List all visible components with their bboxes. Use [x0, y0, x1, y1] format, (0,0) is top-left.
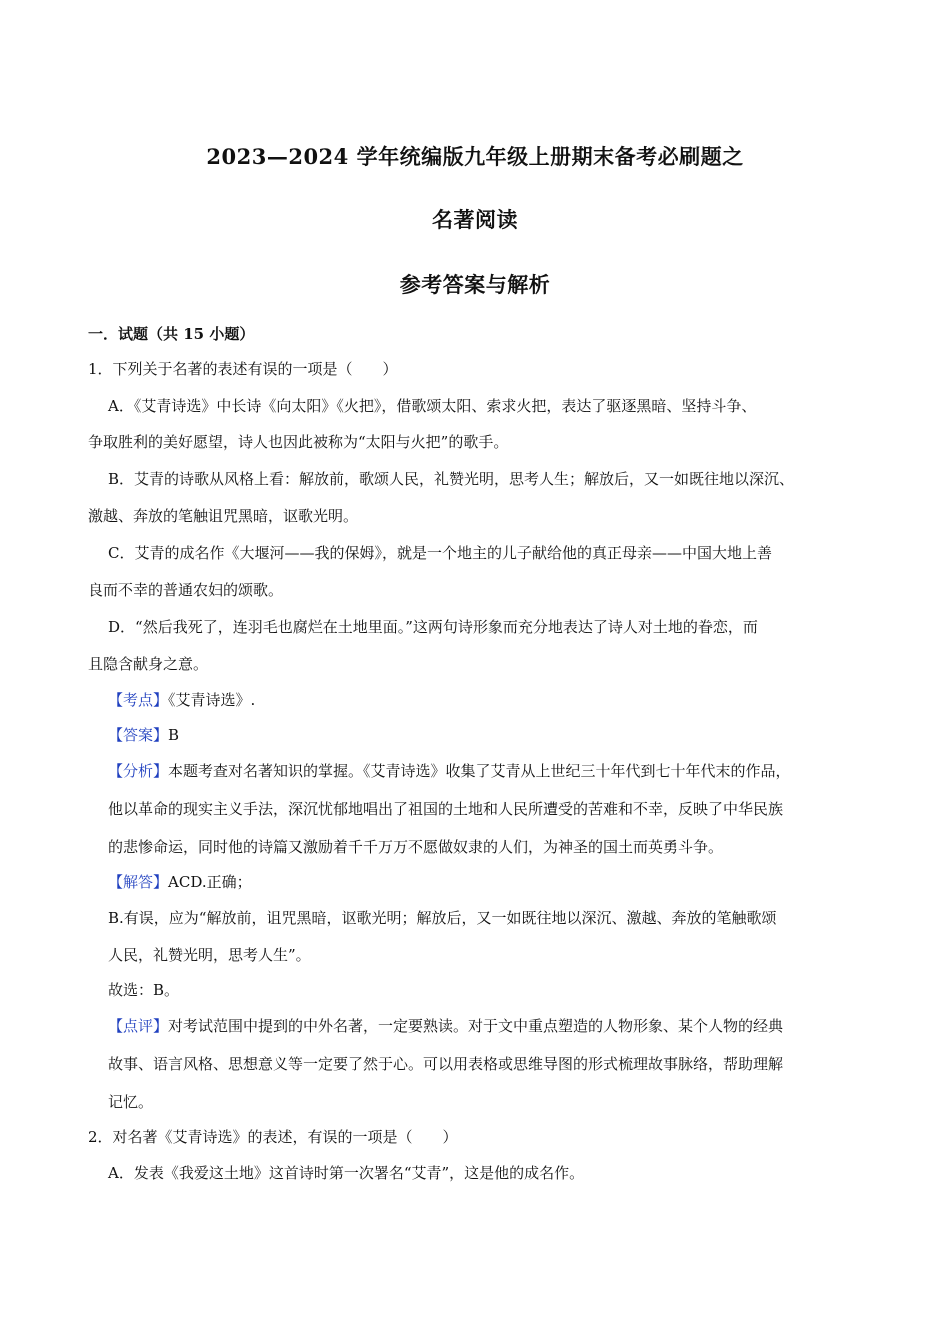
- analysis-text: 本题考查对名著知识的掌握。《艾青诗选》收集了艾青从上世纪三十年代到七十年代末的作品，: [168, 762, 791, 780]
- q1-solution-cont3: 故选：B。: [108, 981, 180, 999]
- q1-option-d-cont: 且隐含献身之意。: [88, 655, 209, 673]
- doc-title-line2: 名著阅读: [432, 207, 518, 232]
- q1-option-c: C．艾青的成名作《大堰河——我的保姆》，就是一个地主的儿子献给他的真正母亲——中国大地上善: [108, 544, 772, 562]
- kaodian-text: 《艾青诗选》.: [168, 691, 256, 709]
- q1-option-a-cont: 争取胜利的美好愿望，诗人也因此被称为“太阳与火把”的歌手。: [88, 433, 509, 451]
- doc-title-line1: 2023—2024 学年统编版九年级上册期末备考必刷题之: [206, 144, 744, 169]
- answer-label: 【答案】: [108, 726, 169, 744]
- q1-solution: [108, 872, 252, 892]
- comment-label: 【点评】: [108, 1017, 169, 1035]
- q1-analysis-cont1: 他以革命的现实主义手法，深沉忧郁地唱出了祖国的土地和人民所遭受的苦难和不幸，反映了中华民族: [108, 800, 784, 818]
- q1-comment: [108, 1016, 783, 1036]
- q1-option-d: D．“然后我死了，连羽毛也腐烂在土地里面。”这两句诗形象而充分地表达了诗人对土地的眷恋，而: [108, 618, 758, 636]
- q1-option-b-cont: 激越、奔放的笔触诅咒黑暗，讴歌光明。: [88, 507, 359, 525]
- section-heading: 一．试题（共 15 小题）: [88, 325, 255, 343]
- q1-analysis-cont2: 的悲惨命运，同时他的诗篇又激励着千千万万不愿做奴隶的人们，为神圣的国土而英勇斗争。: [108, 838, 724, 856]
- q1-solution-cont1: B.有误，应为“解放前，诅咒黑暗，讴歌光明；解放后，又一如既往地以深沉、激越、奔放的笔触歌颂: [108, 909, 777, 927]
- comment-text: 对考试范围中提到的中外名著，一定要熟读。对于文中重点塑造的人物形象、某个人物的经典: [168, 1017, 784, 1035]
- q2-stem: 2．对名著《艾青诗选》的表述，有误的一项是（ ）: [88, 1128, 458, 1146]
- solution-text: ACD.正确；: [168, 873, 252, 891]
- q1-option-b: B．艾青的诗歌从风格上看：解放前，歌颂人民，礼赞光明，思考人生；解放后，又一如既往地以深沉、: [108, 470, 795, 488]
- q1-option-c-cont: 良而不幸的普通农妇的颂歌。: [88, 581, 284, 599]
- q1-comment-cont2: 记忆。: [108, 1093, 154, 1111]
- q1-option-a: A．《艾青诗选》中长诗《向太阳》《火把》，借歌颂太阳、索求火把，表达了驱逐黑暗、坚持斗争、: [108, 397, 757, 415]
- q1-stem: 1．下列关于名著的表述有误的一项是（ ）: [88, 360, 398, 378]
- q2-option-a: A．发表《我爱这土地》这首诗时第一次署名“艾青”，这是他的成名作。: [108, 1164, 585, 1182]
- solution-label: 【解答】: [108, 873, 169, 891]
- q1-kaodian: [108, 690, 255, 710]
- doc-title-line3: 参考答案与解析: [399, 272, 551, 297]
- q1-analysis: [108, 761, 791, 781]
- analysis-label: 【分析】: [108, 762, 169, 780]
- kaodian-label: 【考点】: [108, 691, 169, 709]
- answer-text: B: [168, 726, 180, 744]
- q1-comment-cont1: 故事、语言风格、思想意义等一定要了然于心。可以用表格或思维导图的形式梳理故事脉络，帮助理解: [108, 1055, 784, 1073]
- q1-answer: [108, 725, 179, 745]
- q1-solution-cont2: 人民，礼赞光明，思考人生”。: [108, 946, 311, 964]
